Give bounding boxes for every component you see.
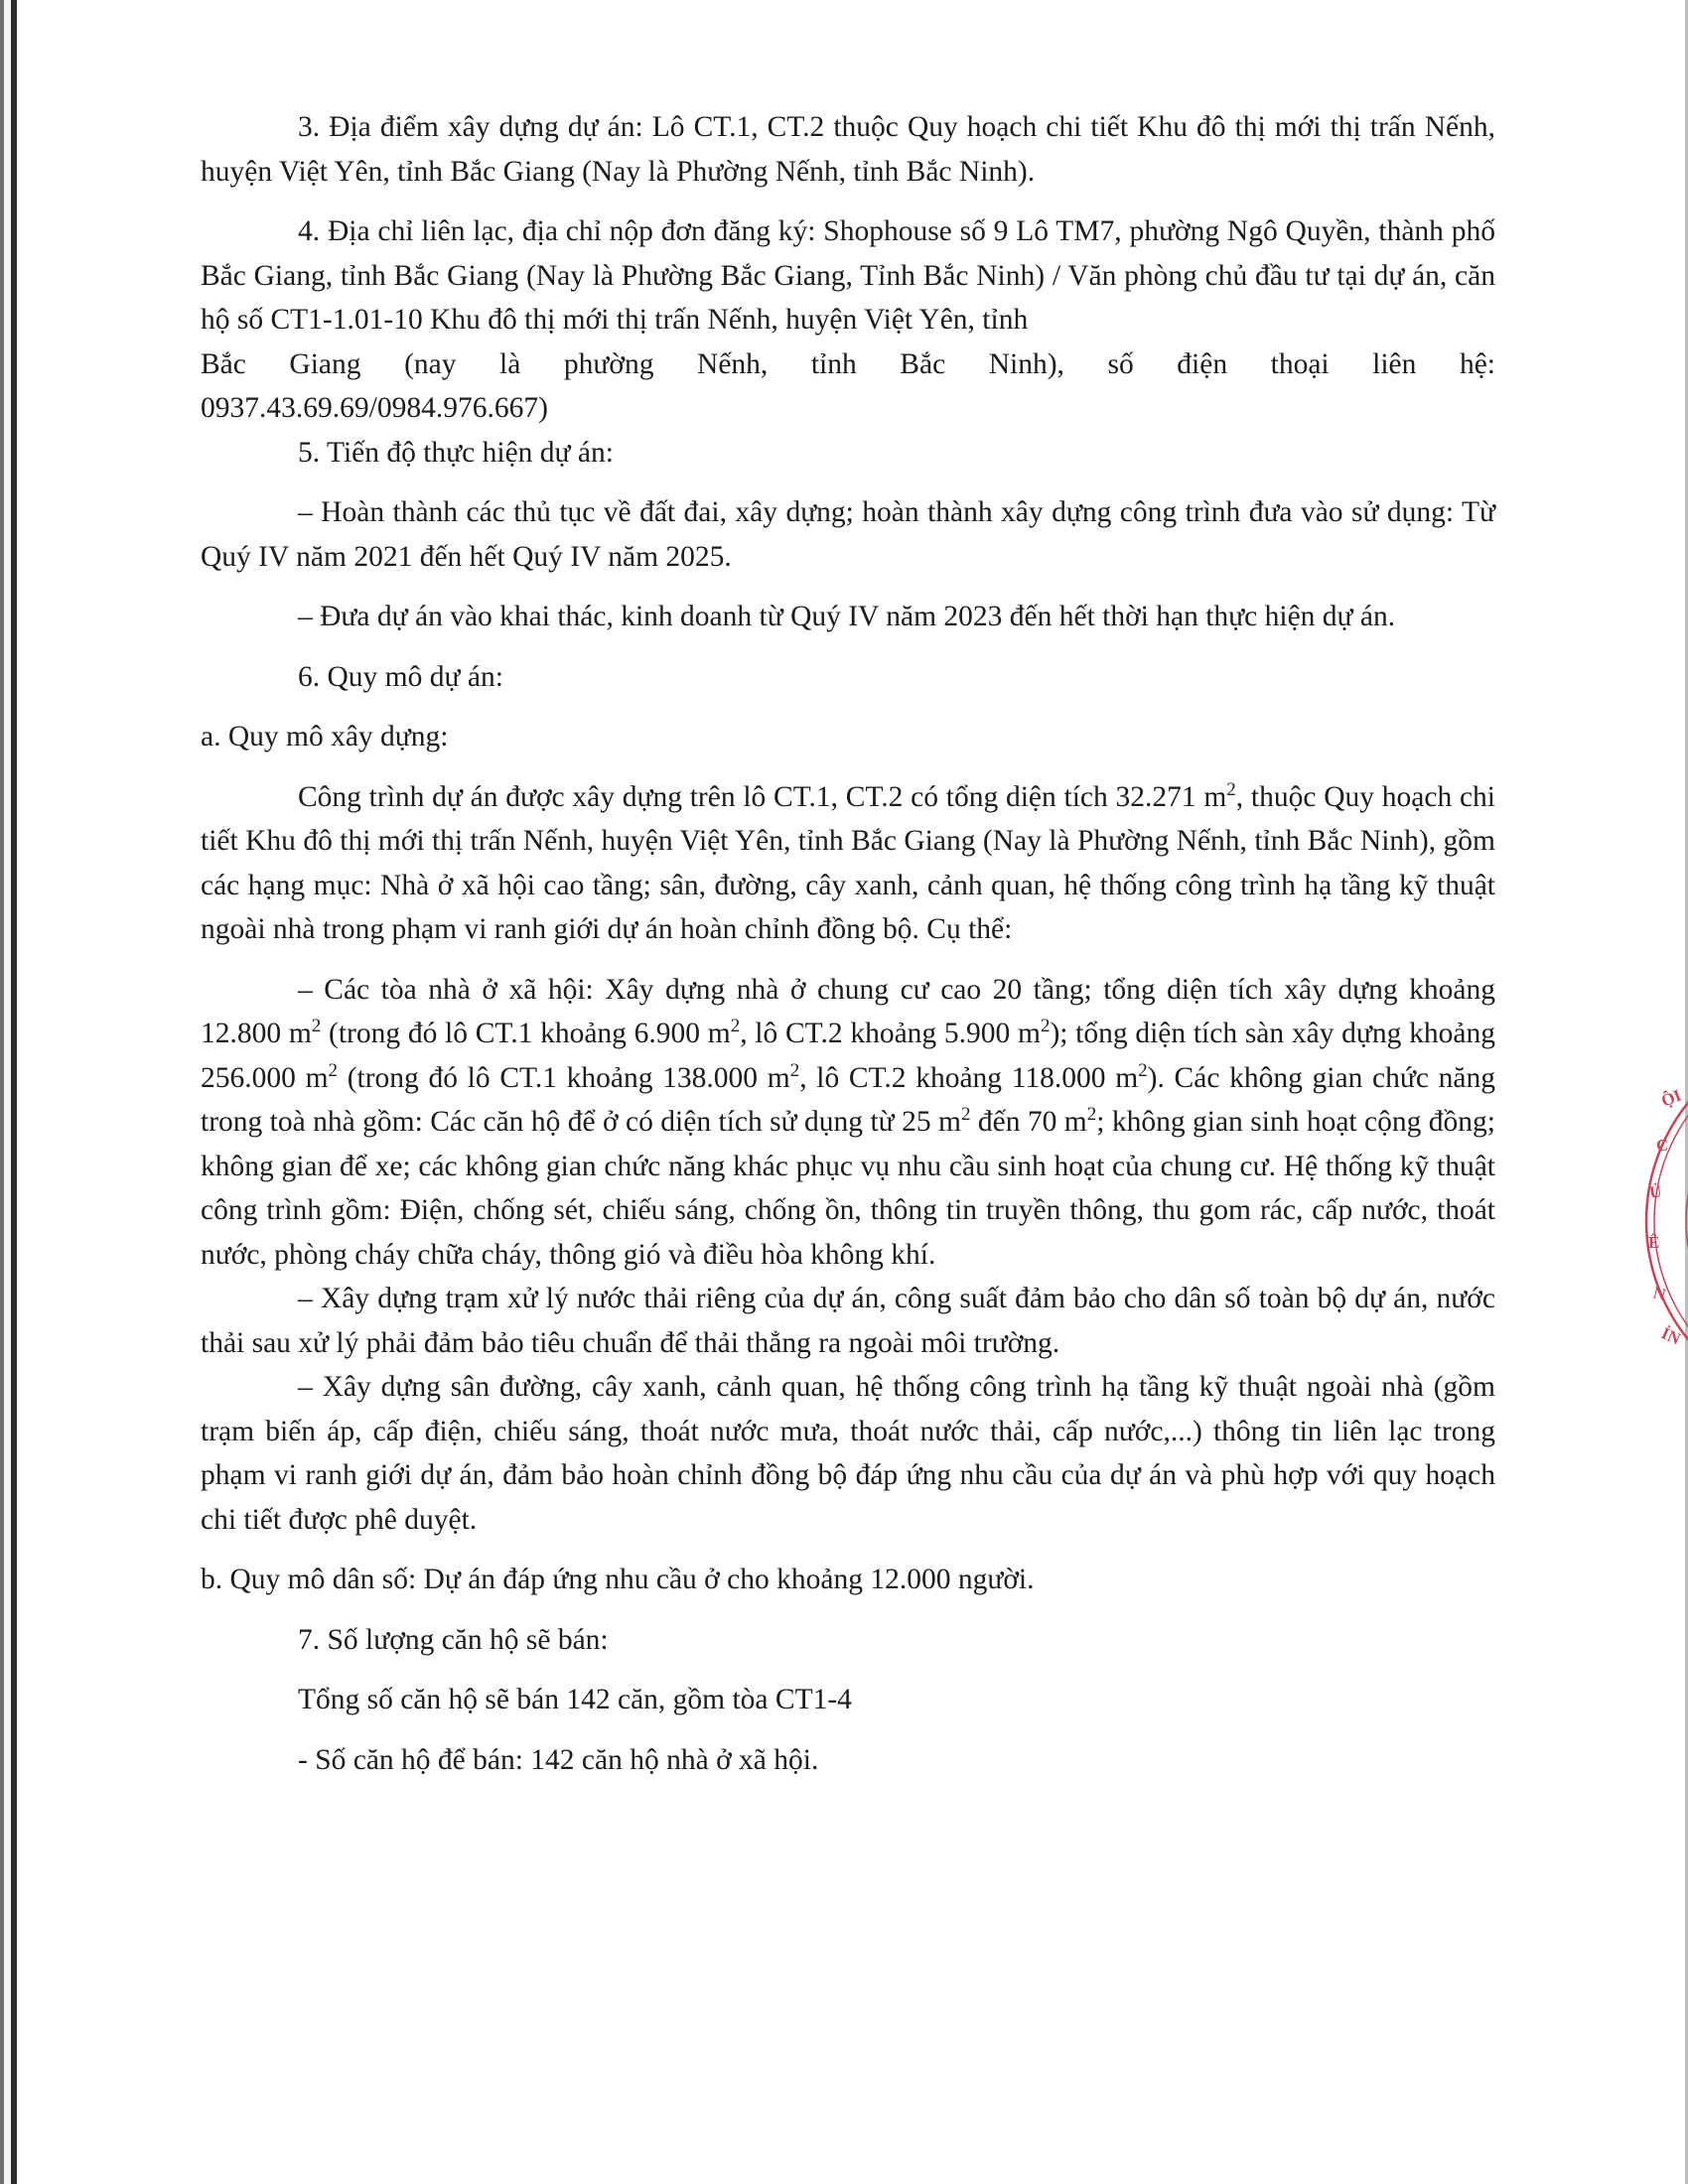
item-6-title: 6. Quy mô dự án: <box>298 660 503 693</box>
document-body <box>201 105 1495 1782</box>
stamp-graphic <box>1636 1077 1688 1365</box>
svg-text:ỘI: ỘI <box>1658 1085 1684 1111</box>
svg-text:C: C <box>1656 1136 1669 1155</box>
item-5-bullet-1: – Hoàn thành các thủ tục về đất đai, xây dựng; hoàn thành xây dựng công trình đưa vào sử dụng: Từ Quý IV năm 2021 đến hết Quý IV năm 2025. <box>201 496 1495 573</box>
item-7-total: Tổng số căn hộ sẽ bán 142 căn, gồm tòa CT1-4 <box>298 1684 852 1715</box>
item-6a-title: a. Quy mô xây dựng: <box>201 721 449 752</box>
item-6a-bullet-infrastructure: – Xây dựng sân đường, cây xanh, cảnh quan, hệ thống công trình hạ tầng kỹ thuật ngoài nhà (gồm trạm biến áp, cấp điện, chiếu sáng, thoát nước mưa, thoát nước thải, cấp nước,...) thông tin liên lạc trong phạm vi ranh giới dự án, đảm bảo hoàn chỉnh đồng bộ đáp ứng nhu cầu của dự án và phù hợp với quy hoạch chi tiết được phê duyệt. <box>201 1371 1495 1536</box>
svg-text:Ủ: Ủ <box>1647 1181 1663 1202</box>
item-5-title: 5. Tiến độ thực hiện dự án: <box>298 436 614 469</box>
svg-text:ỈN: ỈN <box>1658 1323 1684 1349</box>
svg-text:N: N <box>1651 1283 1668 1304</box>
item-4-contact <box>201 209 1495 431</box>
item-7-for-sale: - Số căn hộ để bán: 142 căn hộ nhà ở xã hội. <box>298 1743 819 1776</box>
item-6a-bullet-wastewater: – Xây dựng trạm xử lý nước thải riêng của dự án, công suất đảm bảo cho dân số toàn bộ dự án, nước thải sau xử lý phải đảm bảo tiêu chuẩn để thải thẳng ra ngoài môi trường. <box>201 1283 1495 1359</box>
superscript-2: 2 <box>1226 778 1236 800</box>
item-4-phone-line: Bắc Giang (nay là phường Nếnh, tỉnh Bắc Ninh), số điện thoại liên hệ: <box>201 347 1495 380</box>
item-6a-paragraph: Công trình dự án được xây dựng trên lô CT.1, CT.2 có tổng diện tích 32.271 $m^2$, thuộc Quy hoạch chi tiết Khu đô thị mới thị trấn Nếnh, huyện Việt Yên, tỉnh Bắc Giang (Nay là Phường Nếnh, tỉnh Bắc Ninh), gồm các hạng mục: Nhà ở xã hội cao tầng; sân, đường, cây xanh, cảnh quan, hệ thống công trình hạ tầng kỹ thuật ngoài nhà trong phạm vi ranh giới dự án hoàn chỉnh đồng bộ. Cụ thể: <box>201 778 1495 945</box>
item-7-title: 7. Số lượng căn hộ sẽ bán: <box>298 1623 609 1656</box>
item-3-location: 3. Địa điểm xây dựng dự án: Lô CT.1, CT.2 thuộc Quy hoạch chi tiết Khu đô thị mới thị trấn Nếnh, huyện Việt Yên, tỉnh Bắc Giang (Nay là Phường Nếnh, tỉnh Bắc Ninh). <box>201 111 1495 188</box>
item-4-phone-numbers: 0937.43.69.69/0984.976.667) <box>201 392 548 424</box>
item-6b-population: b. Quy mô dân số: Dự án đáp ứng nhu cầu ở cho khoảng 12.000 người. <box>201 1564 1035 1595</box>
red-stamp-partial <box>1636 1077 1688 1365</box>
item-5-bullet-2: – Đưa dự án vào khai thác, kinh doanh từ Quý IV năm 2023 đến hết thời hạn thực hiện dự án. <box>298 601 1396 632</box>
svg-text:Ê: Ê <box>1648 1233 1660 1252</box>
item-6a-bullet-buildings: – Các tòa nhà ở xã hội: Xây dựng nhà ở chung cư cao 20 tầng; tổng diện tích xây dựng khoảng 12.800 $m^2$ (trong đó lô CT.1 khoảng 6.900 $m^2$, lô CT.2 khoảng 5.900 $m^2$); tổng diện tích sàn xây dựng khoảng 256.000 $m^2$ (trong đó lô CT.1 khoảng 138.000 $m^2$, lô CT.2 khoảng 118.000 $m^2$). Các không gian chức năng trong toà nhà gồm: Các căn hộ để ở có diện tích sử dụng từ 25 $m^2$ đến 70 $m^2$; không gian sinh hoạt cộng đồng; không gian để xe; các không gian chức năng khác phục vụ nhu cầu sinh hoạt của chung cư. Hệ thống kỹ thuật công trình gồm: Điện, chống sét, chiếu sáng, chống ồn, thông tin truyền thông, thu gom rác, cấp nước, thoát nước, phòng cháy chữa cháy, thông gió và điều hòa không khí. <box>201 973 1495 1271</box>
item-4-text: 4. Địa chỉ liên lạc, địa chỉ nộp đơn đăng ký: Shophouse số 9 Lô TM7, phường Ngô Quyền, thành phố Bắc Giang, tỉnh Bắc Giang (Nay là Phường Bắc Giang, Tỉnh Bắc Ninh) / Văn phòng chủ đầu tư tại dự án, căn hộ số CT1-1.01-10 Khu đô thị mới thị trấn Nếnh, huyện Việt Yên, tỉnh <box>201 215 1495 336</box>
scan-edge-left <box>0 0 22 2184</box>
